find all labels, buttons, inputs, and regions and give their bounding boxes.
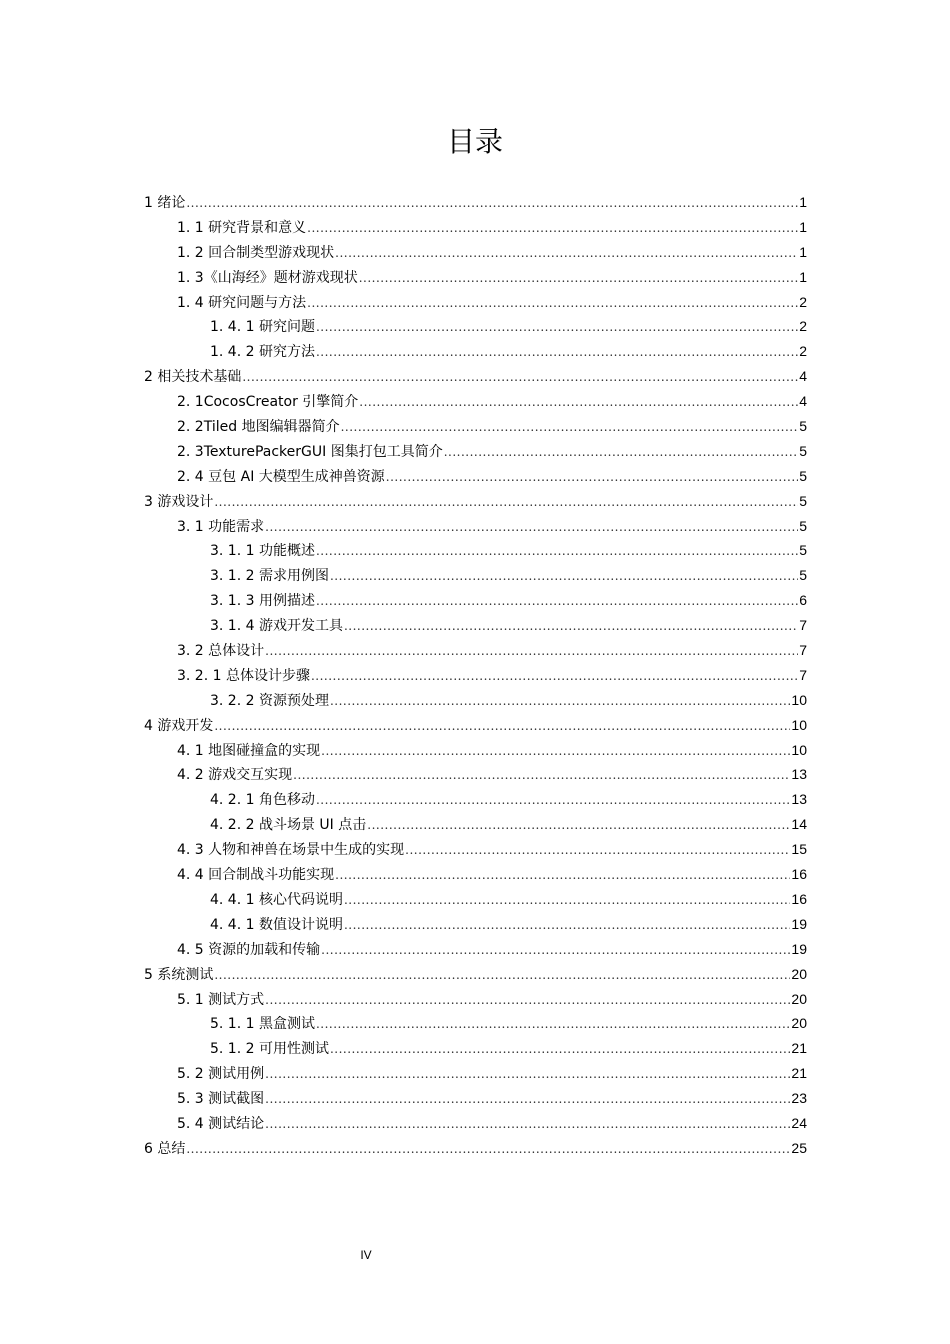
toc-entry-page: 16 bbox=[791, 866, 807, 883]
toc-entry[interactable] bbox=[144, 464, 807, 489]
toc-entry-label: 5. 2 测试用例 bbox=[177, 1066, 265, 1083]
toc-dot-leader bbox=[344, 913, 790, 938]
toc-entry-page: 7 bbox=[799, 666, 807, 683]
toc-entry-label: 3. 2 总体设计 bbox=[177, 643, 265, 660]
toc-entry-label: 4. 4. 1 数值设计说明 bbox=[210, 916, 343, 933]
toc-dot-leader bbox=[265, 1062, 790, 1087]
toc-entry-label: 4. 1 地图碰撞盒的实现 bbox=[177, 742, 321, 759]
toc-dot-leader bbox=[344, 888, 790, 913]
toc-dot-leader bbox=[316, 340, 798, 365]
toc-entry-label: 2. 1CocosCreator 引擎简介 bbox=[177, 394, 359, 411]
toc-entry-label: 3. 2. 1 总体设计步骤 bbox=[177, 667, 310, 684]
toc-entry-label: 2. 2Tiled 地图编辑器简介 bbox=[177, 419, 340, 436]
toc-entry-label: 4. 5 资源的加载和传输 bbox=[177, 941, 321, 958]
toc-entry[interactable] bbox=[144, 538, 807, 563]
toc-entry-page: 2 bbox=[799, 293, 807, 310]
toc-entry-label: 5. 1. 2 可用性测试 bbox=[210, 1041, 329, 1058]
toc-entry-page: 7 bbox=[799, 617, 807, 634]
toc-dot-leader bbox=[265, 1087, 790, 1112]
toc-entry-page: 20 bbox=[791, 965, 807, 982]
toc-entry[interactable] bbox=[144, 1011, 807, 1036]
toc-entry[interactable] bbox=[144, 787, 807, 812]
toc-entry-label: 1. 4 研究问题与方法 bbox=[177, 294, 307, 311]
toc-entry-page: 5 bbox=[799, 567, 807, 584]
toc-entry[interactable] bbox=[144, 663, 807, 688]
toc-entry-label: 5. 1 测试方式 bbox=[177, 991, 265, 1008]
toc-entry[interactable] bbox=[144, 364, 807, 389]
toc-entry-label: 3. 1. 4 游戏开发工具 bbox=[210, 618, 343, 635]
toc-entry[interactable] bbox=[144, 389, 807, 414]
toc-entry-label: 4. 4 回合制战斗功能实现 bbox=[177, 867, 335, 884]
toc-title: 目录 bbox=[446, 125, 503, 158]
toc-entry-label: 4. 2 游戏交互实现 bbox=[177, 767, 293, 784]
toc-entry-label: 5. 3 测试截图 bbox=[177, 1091, 265, 1108]
toc-dot-leader bbox=[265, 1112, 790, 1137]
toc-dot-leader bbox=[265, 515, 798, 540]
toc-entry-page: 21 bbox=[791, 1065, 807, 1082]
toc-entry[interactable] bbox=[144, 887, 807, 912]
toc-entry-page: 5 bbox=[799, 492, 807, 509]
toc-entry-label: 4. 3 人物和神兽在场景中生成的实现 bbox=[177, 842, 405, 859]
toc-entry-label: 3. 1 功能需求 bbox=[177, 518, 265, 535]
toc-dot-leader bbox=[344, 614, 798, 639]
toc-entry[interactable] bbox=[144, 265, 807, 290]
toc-dot-leader bbox=[359, 390, 798, 415]
toc-entry-label: 2. 3TexturePackerGUI 图集打包工具简介 bbox=[177, 443, 443, 460]
toc-entry-page: 7 bbox=[799, 642, 807, 659]
toc-entry[interactable] bbox=[144, 1136, 807, 1161]
toc-entry-page: 10 bbox=[791, 691, 807, 708]
toc-dot-leader bbox=[186, 1137, 790, 1162]
toc-dot-leader bbox=[341, 415, 799, 440]
toc-dot-leader bbox=[330, 689, 790, 714]
toc-entry[interactable] bbox=[144, 514, 807, 539]
toc-dot-leader bbox=[335, 863, 790, 888]
toc-entry[interactable] bbox=[144, 1111, 807, 1136]
toc-dot-leader bbox=[311, 664, 798, 689]
toc-entry-page: 10 bbox=[791, 716, 807, 733]
toc-entry-page: 1 bbox=[799, 194, 807, 210]
toc-entry-label: 4 游戏开发 bbox=[144, 717, 214, 734]
toc-entry[interactable] bbox=[144, 613, 807, 638]
toc-entry[interactable] bbox=[144, 240, 807, 265]
toc-entry-label: 4. 4. 1 核心代码说明 bbox=[210, 891, 343, 908]
toc-dot-leader bbox=[316, 1012, 790, 1037]
toc-dot-leader bbox=[265, 988, 790, 1013]
toc-entry-label: 1. 4. 1 研究问题 bbox=[210, 319, 315, 336]
page-number: IV bbox=[360, 1248, 372, 1262]
toc-dot-leader bbox=[214, 714, 790, 739]
toc-entry-page: 21 bbox=[791, 1040, 807, 1057]
toc-entry-page: 19 bbox=[791, 940, 807, 957]
toc-entry-page: 1 bbox=[799, 243, 807, 260]
toc-entry-page: 4 bbox=[799, 368, 807, 385]
toc-entry-page: 6 bbox=[799, 592, 807, 609]
toc-entry-label: 5 系统测试 bbox=[144, 966, 214, 983]
toc-entry-page: 24 bbox=[791, 1114, 807, 1131]
toc-entry-label: 1. 2 回合制类型游戏现状 bbox=[177, 244, 335, 261]
toc-entry[interactable] bbox=[144, 1061, 807, 1086]
toc-entry-page: 1 bbox=[799, 218, 807, 235]
toc-entry-page: 5 bbox=[799, 442, 807, 459]
toc-entry[interactable] bbox=[144, 912, 807, 937]
toc-entry-label: 3. 2. 2 资源预处理 bbox=[210, 692, 329, 709]
toc-entry[interactable] bbox=[144, 987, 807, 1012]
toc-dot-leader bbox=[293, 763, 790, 788]
toc-entry-page: 23 bbox=[791, 1090, 807, 1107]
toc-entry-page: 5 bbox=[799, 542, 807, 559]
toc-entry[interactable] bbox=[144, 215, 807, 240]
toc-dot-leader bbox=[265, 639, 798, 664]
toc-entry-label: 1 绪论 bbox=[144, 195, 186, 211]
toc-entry-page: 14 bbox=[791, 816, 807, 833]
toc-entry-label: 4. 2. 2 战斗场景 UI 点击 bbox=[210, 817, 367, 834]
toc-entry[interactable] bbox=[144, 638, 807, 663]
toc-dot-leader bbox=[316, 589, 798, 614]
toc-dot-leader bbox=[330, 564, 798, 589]
toc-dot-leader bbox=[405, 838, 790, 863]
toc-entry-label: 3. 1. 1 功能概述 bbox=[210, 543, 315, 560]
toc-entry[interactable] bbox=[144, 414, 807, 439]
toc-dot-leader bbox=[316, 315, 798, 340]
toc-dot-leader bbox=[316, 788, 790, 813]
toc-dot-leader bbox=[307, 216, 798, 241]
toc-entry-page: 10 bbox=[791, 741, 807, 758]
toc-dot-leader bbox=[316, 539, 798, 564]
toc-entry[interactable] bbox=[144, 588, 807, 613]
toc-entry[interactable] bbox=[144, 862, 807, 887]
toc-entry-label: 1. 3《山海经》题材游戏现状 bbox=[177, 269, 358, 286]
toc-entry-page: 1 bbox=[799, 268, 807, 285]
toc-entry-page: 5 bbox=[799, 517, 807, 534]
toc-dot-leader bbox=[214, 490, 798, 515]
toc-dot-leader bbox=[330, 1037, 790, 1062]
toc-entry[interactable] bbox=[144, 339, 807, 364]
toc-entry[interactable] bbox=[144, 762, 807, 787]
toc-dot-leader bbox=[186, 191, 798, 216]
toc-entry[interactable] bbox=[144, 563, 807, 588]
toc-entry-label: 4. 2. 1 角色移动 bbox=[210, 792, 315, 809]
toc-entry-label: 2 相关技术基础 bbox=[144, 369, 242, 386]
toc-dot-leader bbox=[321, 739, 790, 764]
toc-list bbox=[144, 190, 807, 1161]
toc-dot-leader bbox=[242, 365, 798, 390]
toc-entry-page: 25 bbox=[791, 1139, 807, 1156]
toc-entry[interactable] bbox=[144, 688, 807, 713]
toc-entry-label: 5. 1. 1 黑盒测试 bbox=[210, 1016, 315, 1033]
toc-dot-leader bbox=[444, 440, 798, 465]
toc-entry-label: 3 游戏设计 bbox=[144, 493, 214, 510]
toc-entry[interactable] bbox=[144, 290, 807, 315]
toc-dot-leader bbox=[214, 963, 790, 988]
toc-entry[interactable] bbox=[144, 937, 807, 962]
toc-entry-label: 6 总结 bbox=[144, 1140, 186, 1157]
toc-entry-label: 3. 1. 3 用例描述 bbox=[210, 593, 315, 610]
toc-dot-leader bbox=[359, 266, 798, 291]
toc-entry[interactable] bbox=[144, 1086, 807, 1111]
toc-entry-label: 3. 1. 2 需求用例图 bbox=[210, 568, 329, 585]
toc-dot-leader bbox=[321, 938, 790, 963]
toc-entry[interactable] bbox=[144, 812, 807, 837]
toc-entry-page: 5 bbox=[799, 467, 807, 484]
toc-entry-label: 2. 4 豆包 AI 大模型生成神兽资源 bbox=[177, 468, 385, 485]
toc-entry-page: 13 bbox=[791, 791, 807, 808]
toc-entry[interactable] bbox=[144, 489, 807, 514]
toc-entry-page: 2 bbox=[799, 318, 807, 335]
toc-entry-label: 1. 4. 2 研究方法 bbox=[210, 344, 315, 361]
toc-entry[interactable] bbox=[144, 738, 807, 763]
toc-entry-page: 13 bbox=[791, 766, 807, 783]
toc-dot-leader bbox=[307, 291, 798, 316]
toc-entry[interactable] bbox=[144, 1036, 807, 1061]
toc-entry[interactable] bbox=[144, 439, 807, 464]
toc-entry-page: 20 bbox=[791, 990, 807, 1007]
toc-entry-page: 16 bbox=[791, 890, 807, 907]
toc-entry[interactable] bbox=[144, 713, 807, 738]
toc-entry-page: 20 bbox=[791, 1015, 807, 1032]
toc-dot-leader bbox=[335, 241, 798, 266]
toc-entry[interactable] bbox=[144, 837, 807, 862]
toc-dot-leader bbox=[386, 465, 798, 490]
toc-entry-page: 5 bbox=[799, 418, 807, 435]
toc-entry-page: 2 bbox=[799, 343, 807, 360]
toc-entry-label: 1. 1 研究背景和意义 bbox=[177, 219, 307, 236]
toc-entry-page: 19 bbox=[791, 915, 807, 932]
toc-entry[interactable] bbox=[144, 962, 807, 987]
toc-entry-page: 15 bbox=[791, 841, 807, 858]
toc-entry[interactable] bbox=[144, 190, 807, 215]
toc-dot-leader bbox=[367, 813, 790, 838]
toc-entry[interactable] bbox=[144, 314, 807, 339]
toc-entry-page: 4 bbox=[799, 393, 807, 410]
toc-entry-label: 5. 4 测试结论 bbox=[177, 1115, 265, 1132]
